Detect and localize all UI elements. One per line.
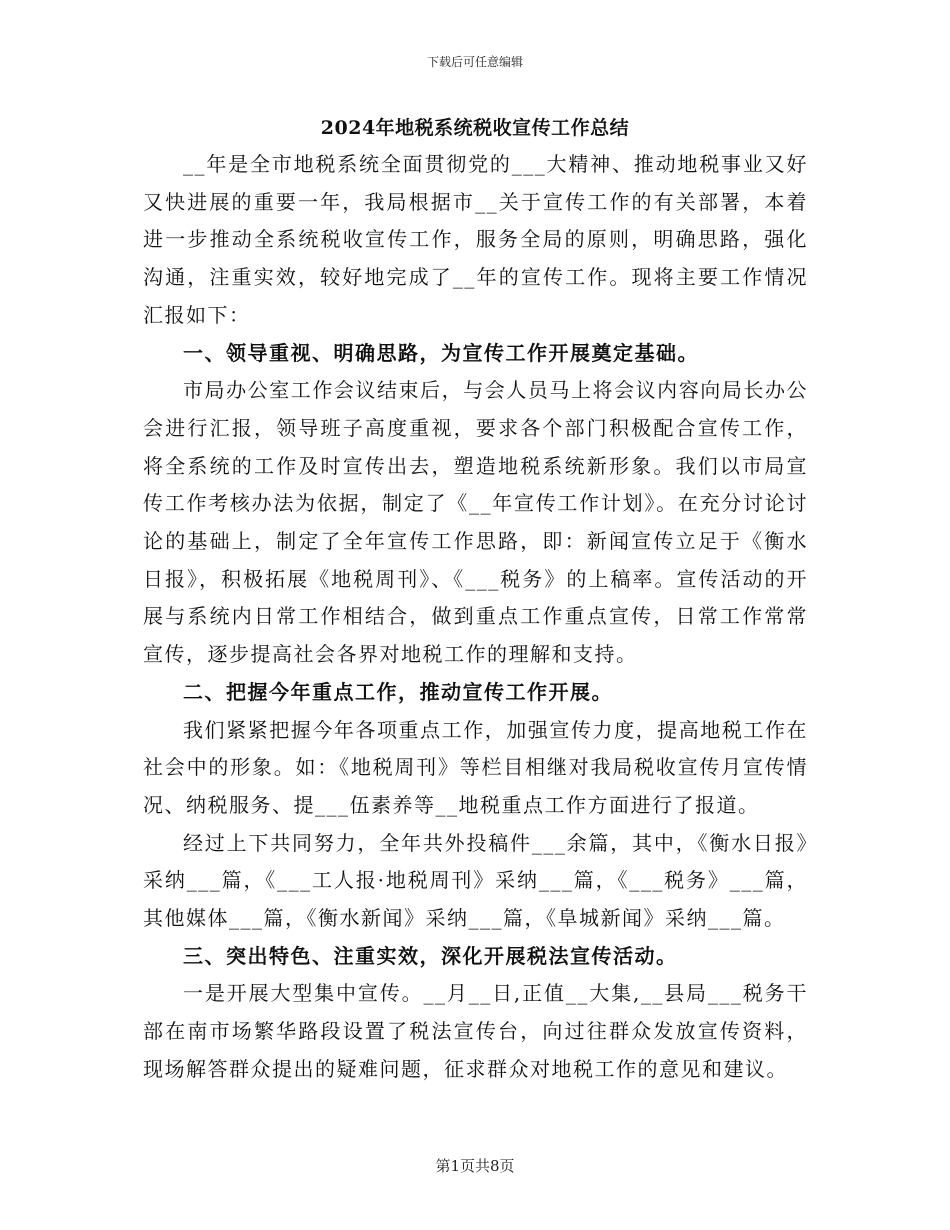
section-heading-3: 三、突出特色、注重实效，深化开展税法宣传活动。 xyxy=(183,943,678,968)
document-title: 2024年地税系统税收宣传工作总结 xyxy=(320,117,630,139)
section-2-paragraph-1: 我们紧紧把握今年各项重点工作，加强宣传力度，提高地税工作在社会中的形象。如：《地税周刊》等栏目相继对我局税收宣传月宣传情况、纳税服务、提___伍素养等__地税重点工作方面进行了报道。 xyxy=(143,717,808,817)
section-heading-2: 二、把握今年重点工作，推动宣传工作开展。 xyxy=(183,679,613,704)
header-note: 下载后可任意编辑 xyxy=(426,55,523,69)
document-body xyxy=(143,146,808,1089)
page-footer: 第1页共8页 xyxy=(435,1157,515,1175)
intro-paragraph: __年是全市地税系统全面贯彻党的___大精神、推动地税事业又好又快进展的重要一年，我局根据市__关于宣传工作的有关部署，本着进一步推动全系统税收宣传工作，服务全局的原则，明确思路，强化沟通，注重实效，较好地完成了__年的宣传工作。现将主要工作情况汇报如下： xyxy=(143,152,808,327)
section-heading-1: 一、领导重视、明确思路，为宣传工作开展奠定基础。 xyxy=(183,340,699,365)
section-3-paragraph-1: 一是开展大型集中宣传。__月__日,正值__大集,__县局___税务干部在南市场繁华路段设置了税法宣传台，向过往群众发放宣传资料，现场解答群众提出的疑难问题，征求群众对地税工作的意见和建议。 xyxy=(143,981,808,1081)
section-1-paragraph: 市局办公室工作会议结束后，与会人员马上将会议内容向局长办公会进行汇报，领导班子高度重视，要求各个部门积极配合宣传工作，将全系统的工作及时宣传出去，塑造地税系统新形象。我们以市局宣传工作考核办法为依据，制定了《__年宣传工作计划》。在充分讨论讨论的基础上，制定了全年宣传工作思路，即：新闻宣传立足于《衡水日报》，积极拓展《地税周刊》、《___税务》的上稿率。宣传活动的开展与系统内日常工作相结合，做到重点工作重点宣传，日常工作常常宣传，逐步提高社会各界对地税工作的理解和支持。 xyxy=(143,378,808,667)
section-2-paragraph-2: 经过上下共同努力，全年共外投稿件___余篇，其中，《衡水日报》采纳___篇，《___工人报·地税周刊》采纳___篇，《___税务》___篇，其他媒体___篇，《衡水新闻》采纳___篇，《阜城新闻》采纳___篇。 xyxy=(143,830,808,931)
